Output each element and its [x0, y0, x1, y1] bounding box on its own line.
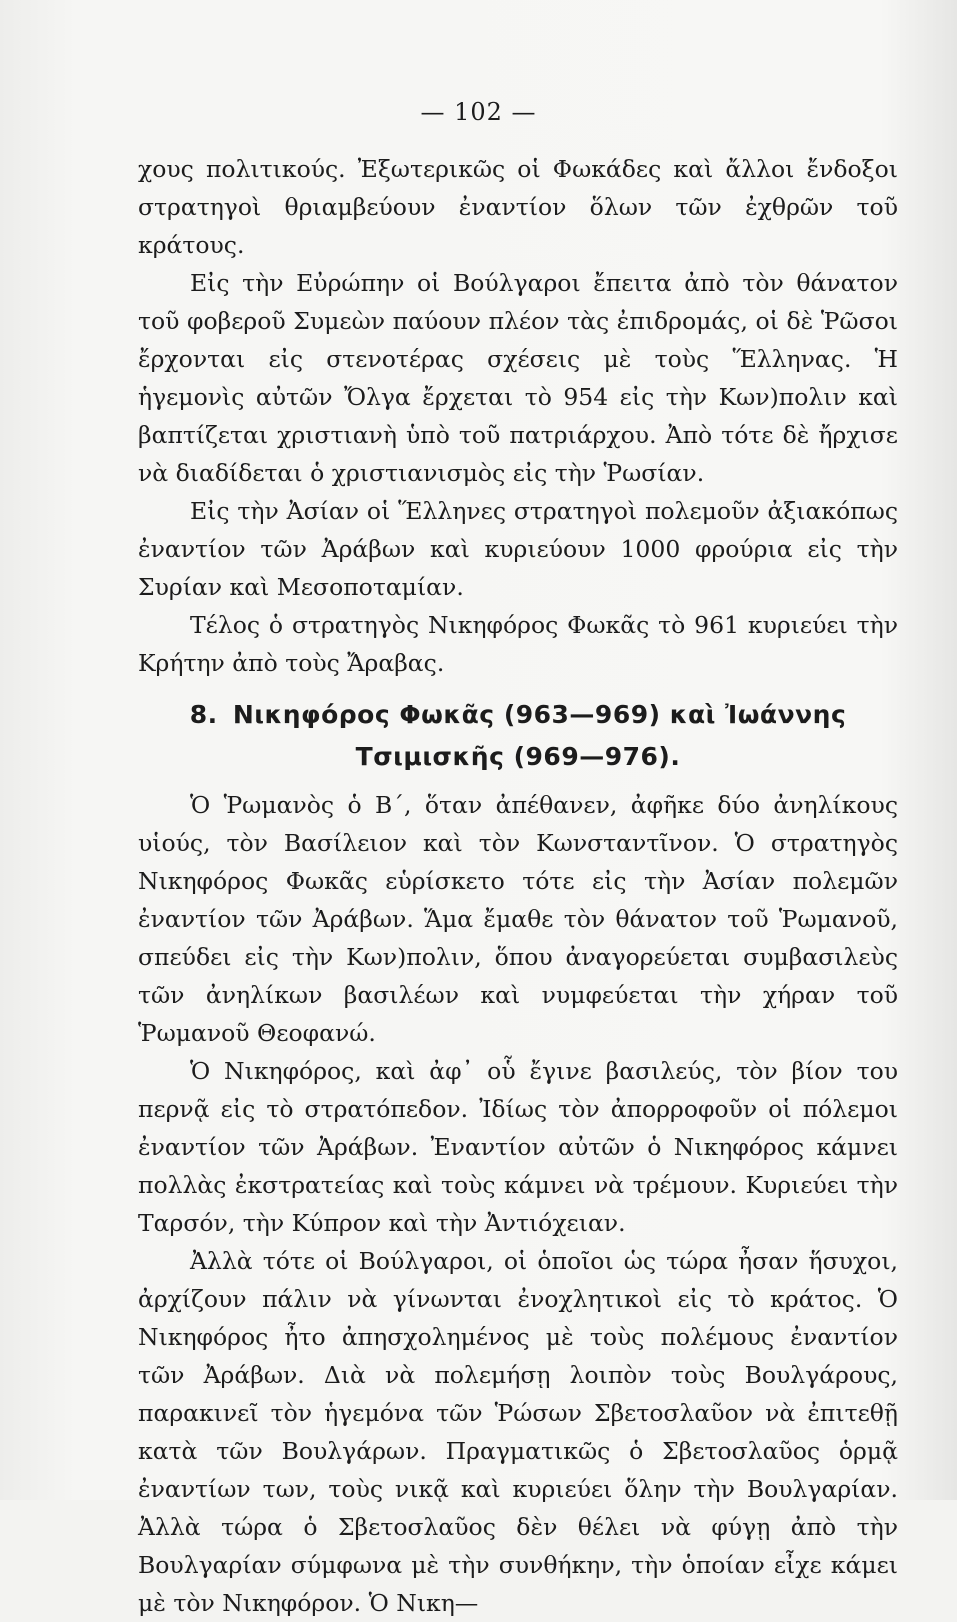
paragraph: χους πολιτικούς. Ἐξωτερικῶς οἱ Φωκάδες καὶ ἄλλοι ἔνδοξοι στρατηγοὶ θριαμβεύουν ἐναντίον ὅλων τῶν ἐχθρῶν τοῦ κράτους. — [138, 155, 898, 259]
paragraph: Ὁ Νικηφόρος, καὶ ἀφ᾽ οὗ ἔγινε βασιλεύς, τὸν βίον του περνᾷ εἰς τὸ στρατόπεδον. Ἰδίως τὸν ἀπορροφοῦν οἱ πόλεμοι ἐναντίον τῶν Ἀράβων. Ἐναντίον αὐτῶν ὁ Νικηφόρος κάμνει πολλὰς ἐκστρατείας καὶ τοὺς κάμνει νὰ τρέμουν. Κυριεύει τὴν Ταρσόν, τὴν Κύπρον καὶ τὴν Ἀντιόχειαν. — [138, 1057, 898, 1237]
body-text — [138, 150, 898, 1622]
paragraph: Ὁ Ῥωμανὸς ὁ Β΄, ὅταν ἀπέθανεν, ἀφῆκε δύο ἀνηλίκους υἱούς, τὸν Βασίλειον καὶ τὸν Κωνσταντῖνον. Ὁ στρατηγὸς Νικηφόρος Φωκᾶς εὑρίσκετο τότε εἰς τὴν Ἀσίαν πολεμῶν ἐναντίον τῶν Ἀράβων. Ἅμα ἔμαθε τὸν θάνατον τοῦ Ῥωμανοῦ, σπεύδει εἰς τὴν Κων)πολιν, ὅπου ἀναγορεύεται συμβασιλεὺς τῶν ἀνηλίκων βασιλέων καὶ νυμφεύεται τὴν χήραν τοῦ Ῥωμανοῦ Θεοφανώ. — [138, 791, 898, 1047]
section-number: 8. — [189, 700, 218, 729]
page-number: — 102 — — [420, 98, 537, 126]
section-heading — [138, 694, 898, 778]
paragraph: Ἀλλὰ τότε οἱ Βούλγαροι, οἱ ὁποῖοι ὡς τώρα ἦσαν ἥσυχοι, ἀρχίζουν πάλιν νὰ γίνωνται ἐνοχλητικοὶ εἰς τὸ κράτος. Ὁ Νικηφόρος ἦτο ἀπησχολημένος μὲ τοὺς πολέμους ἐναντίον τῶν Ἀράβων. Διὰ νὰ πολεμήσῃ λοιπὸν τοὺς Βουλγάρους, παρακινεῖ τὸν ἡγεμόνα τῶν Ῥώσων Σβετοσλαῦον νὰ ἐπιτεθῇ κατὰ τῶν Βουλγάρων. Πραγματικῶς ὁ Σβετοσλαῦος ὁρμᾷ ἐναντίων των, τοὺς νικᾷ καὶ κυριεύει ὅλην τὴν Βουλγαρίαν. Ἀλλὰ τώρα ὁ Σβετοσλαῦος δὲν θέλει νὰ φύγῃ ἀπὸ τὴν Βουλγαρίαν σύμφωνα μὲ τὴν συνθήκην, τὴν ὁποίαν εἶχε κάμει μὲ τὸν Νικηφόρον. Ὁ Νικη— — [138, 1247, 898, 1617]
paragraph: Εἰς τὴν Ἀσίαν οἱ Ἕλληνες στρατηγοὶ πολεμοῦν ἀξιακόπως ἐναντίον τῶν Ἀράβων καὶ κυριεύουν 1000 φρούρια εἰς τὴν Συρίαν καὶ Μεσοποταμίαν. — [138, 497, 898, 601]
paragraph: Εἰς τὴν Εὐρώπην οἱ Βούλγαροι ἔπειτα ἀπὸ τὸν θάνατον τοῦ φοβεροῦ Συμεὼν παύουν πλέον τὰς ἐπιδρομάς, οἱ δὲ Ῥῶσοι ἔρχονται εἰς στενοτέρας σχέσεις μὲ τοὺς Ἕλληνας. Ἡ ἡγεμονὶς αὐτῶν Ὄλγα ἔρχεται τὸ 954 εἰς τὴν Κων)πολιν καὶ βαπτίζεται χριστιανὴ ὑπὸ τοῦ πατριάρχου. Ἀπὸ τότε δὲ ἤρχισε νὰ διαδίδεται ὁ χριστιανισμὸς εἰς τὴν Ῥωσίαν. — [138, 269, 898, 487]
paragraph: Τέλος ὁ στρατηγὸς Νικηφόρος Φωκᾶς τὸ 961 κυριεύει τὴν Κρήτην ἀπὸ τοὺς Ἄραβας. — [138, 611, 898, 677]
section-title: Νικηφόρος Φωκᾶς (963—969) καὶ Ἰωάννης Τσιμισκῆς (969—976). — [232, 700, 847, 771]
